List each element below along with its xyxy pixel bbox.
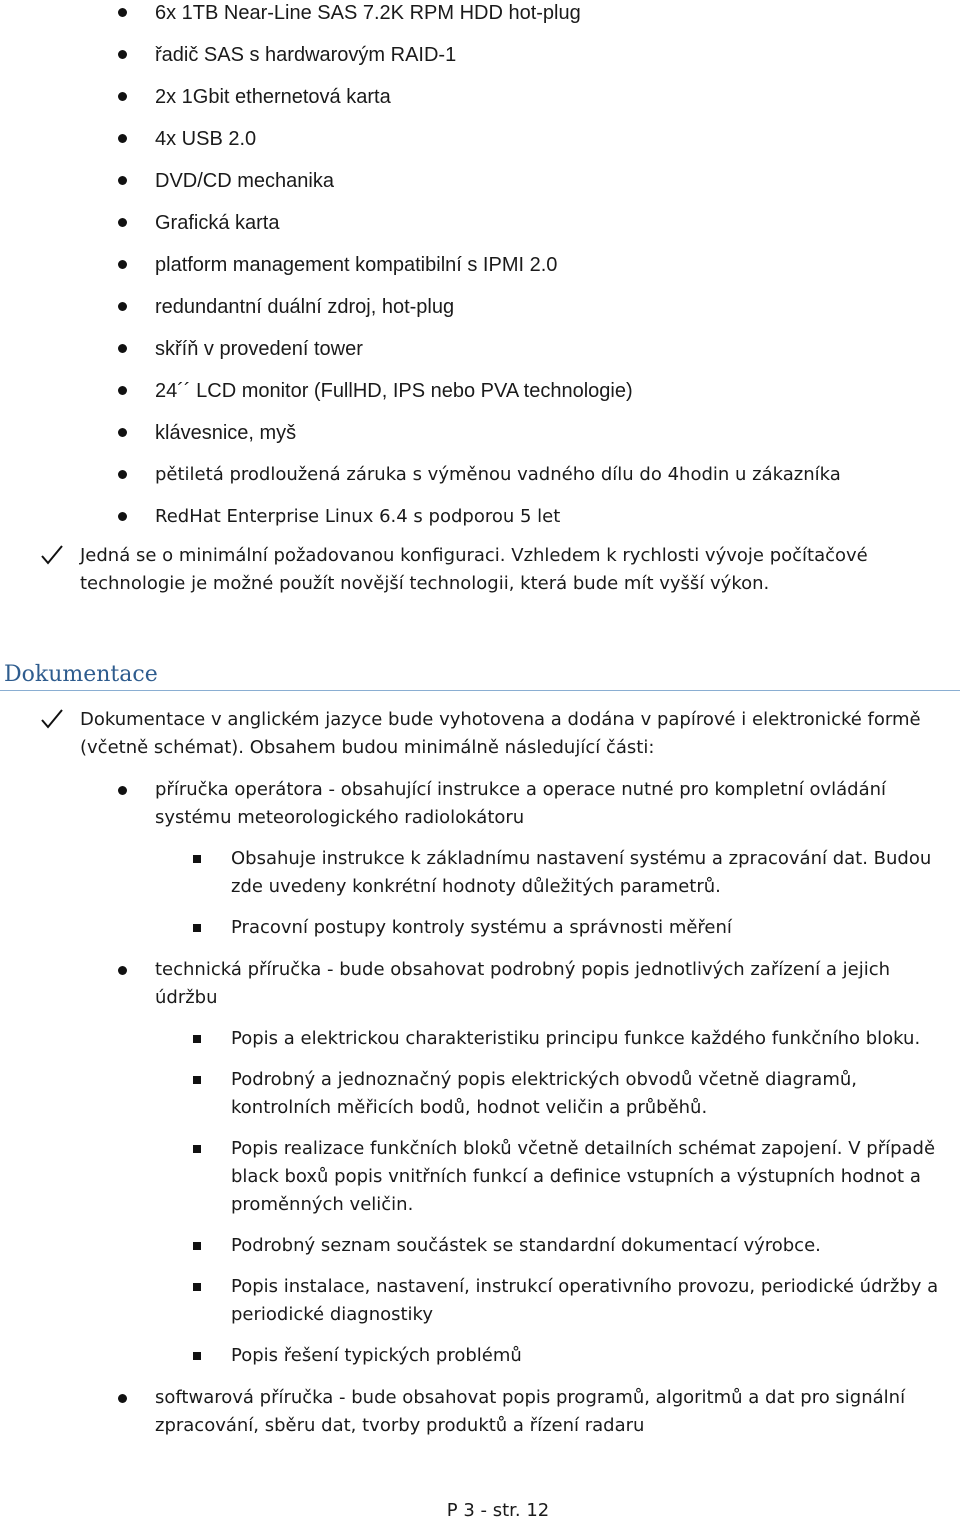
page-number: P 3 - str. 12 <box>446 1500 550 1521</box>
sub-list-item-text: Popis instalace, nastavení, instrukcí operativního provozu, periodické údržby a periodické diagnostiky <box>231 1276 939 1325</box>
square-bullet-icon <box>193 1352 201 1360</box>
bullet-icon <box>118 260 127 269</box>
documentation-intro-text: Dokumentace v anglickém jazyce bude vyhotovena a dodána v papírové i elektronické formě (včetně schémat). Obsahem budou minimálně následující části: <box>80 709 921 758</box>
config-note-text: Jedná se o minimální požadovanou konfiguraci. Vzhledem k rychlosti vývoje počítačové technologie je možné použít novější technologii, která bude mít vyšší výkon. <box>80 545 868 594</box>
list-item <box>0 210 960 238</box>
bullet-icon <box>118 218 127 227</box>
sub-list-item-text: Popis a elektrickou charakteristiku principu funkce každého funkčního bloku. <box>231 1028 921 1049</box>
list-item-text: technická příručka - bude obsahovat podrobný popis jednotlivých zařízení a jejich údržbu <box>155 959 891 1008</box>
bullet-icon <box>118 386 127 395</box>
list-item-text: softwarová příručka - bude obsahovat popis programů, algoritmů a dat pro signální zpracování, sběru dat, tvorby produktů a řízení radaru <box>155 1387 906 1436</box>
bullet-icon <box>118 50 127 59</box>
bullet-icon <box>118 786 127 795</box>
list-item-text: 4x USB 2.0 <box>155 128 257 150</box>
square-bullet-icon <box>193 924 201 932</box>
bullet-icon <box>118 8 127 17</box>
list-item <box>0 252 960 280</box>
list-item <box>0 294 960 322</box>
list-item <box>0 378 960 406</box>
list-item <box>0 462 960 490</box>
list-item <box>0 126 960 154</box>
list-item <box>0 168 960 196</box>
list-item <box>0 42 960 70</box>
list-item-text: skříň v provedení tower <box>155 338 363 360</box>
list-item-text: příručka operátora - obsahující instrukce a operace nutné pro kompletní ovládání systému meteorologického radiolokátoru <box>155 779 887 828</box>
list-item-text: RedHat Enterprise Linux 6.4 s podporou 5 let <box>155 506 561 527</box>
square-bullet-icon <box>193 1145 201 1153</box>
square-bullet-icon <box>193 1035 201 1043</box>
sub-list-item-text: Podrobný a jednoznačný popis elektrických obvodů včetně diagramů, kontrolních měřicích bodů, hodnot veličin a průběhů. <box>231 1069 857 1118</box>
checkmark-icon <box>40 708 64 730</box>
square-bullet-icon <box>193 1283 201 1291</box>
list-item <box>0 336 960 364</box>
sub-list-item-text: Podrobný seznam součástek se standardní dokumentací výrobce. <box>231 1235 821 1256</box>
square-bullet-icon <box>193 1242 201 1250</box>
list-item <box>0 0 960 28</box>
list-item-text: Grafická karta <box>155 212 280 234</box>
list-item-text: 24´´ LCD monitor (FullHD, IPS nebo PVA technologie) <box>155 380 633 402</box>
list-item-text: pětiletá prodloužená záruka s výměnou vadného dílu do 4hodin u zákazníka <box>155 464 841 485</box>
list-item-text: platform management kompatibilní s IPMI 2.0 <box>155 254 558 276</box>
list-item-text: 6x 1TB Near-Line SAS 7.2K RPM HDD hot-plug <box>155 2 581 24</box>
sub-list-item-text: Popis řešení typických problémů <box>231 1345 522 1366</box>
list-item <box>0 504 960 532</box>
sub-list-item-text: Obsahuje instrukce k základnímu nastavení systému a zpracování dat. Budou zde uvedeny konkrétní hodnoty důležitých parametrů. <box>231 848 932 897</box>
bullet-icon <box>118 92 127 101</box>
bullet-icon <box>118 512 127 521</box>
sub-list-item-text: Popis realizace funkčních bloků včetně detailních schémat zapojení. V případě black boxů popis vnitřních funkcí a definice vstupních a výstupních hodnot a proměnných veličin. <box>231 1138 936 1215</box>
bullet-icon <box>118 966 127 975</box>
checkmark-icon <box>40 544 64 566</box>
square-bullet-icon <box>193 1076 201 1084</box>
list-item <box>0 84 960 112</box>
list-item-text: redundantní duální zdroj, hot-plug <box>155 296 455 318</box>
list-item-text: 2x 1Gbit ethernetová karta <box>155 86 391 108</box>
sub-list-item-text: Pracovní postupy kontroly systému a správnosti měření <box>231 917 732 938</box>
bullet-icon <box>118 134 127 143</box>
bullet-icon <box>118 344 127 353</box>
bullet-icon <box>118 1394 127 1403</box>
bullet-icon <box>118 176 127 185</box>
heading-divider <box>0 690 960 691</box>
list-item <box>0 420 960 448</box>
bullet-icon <box>118 428 127 437</box>
list-item-text: klávesnice, myš <box>155 422 297 444</box>
square-bullet-icon <box>193 855 201 863</box>
section-heading: Dokumentace <box>4 662 158 687</box>
bullet-icon <box>118 302 127 311</box>
list-item-text: DVD/CD mechanika <box>155 170 334 192</box>
bullet-icon <box>118 470 127 479</box>
list-item-text: řadič SAS s hardwarovým RAID-1 <box>155 44 457 66</box>
